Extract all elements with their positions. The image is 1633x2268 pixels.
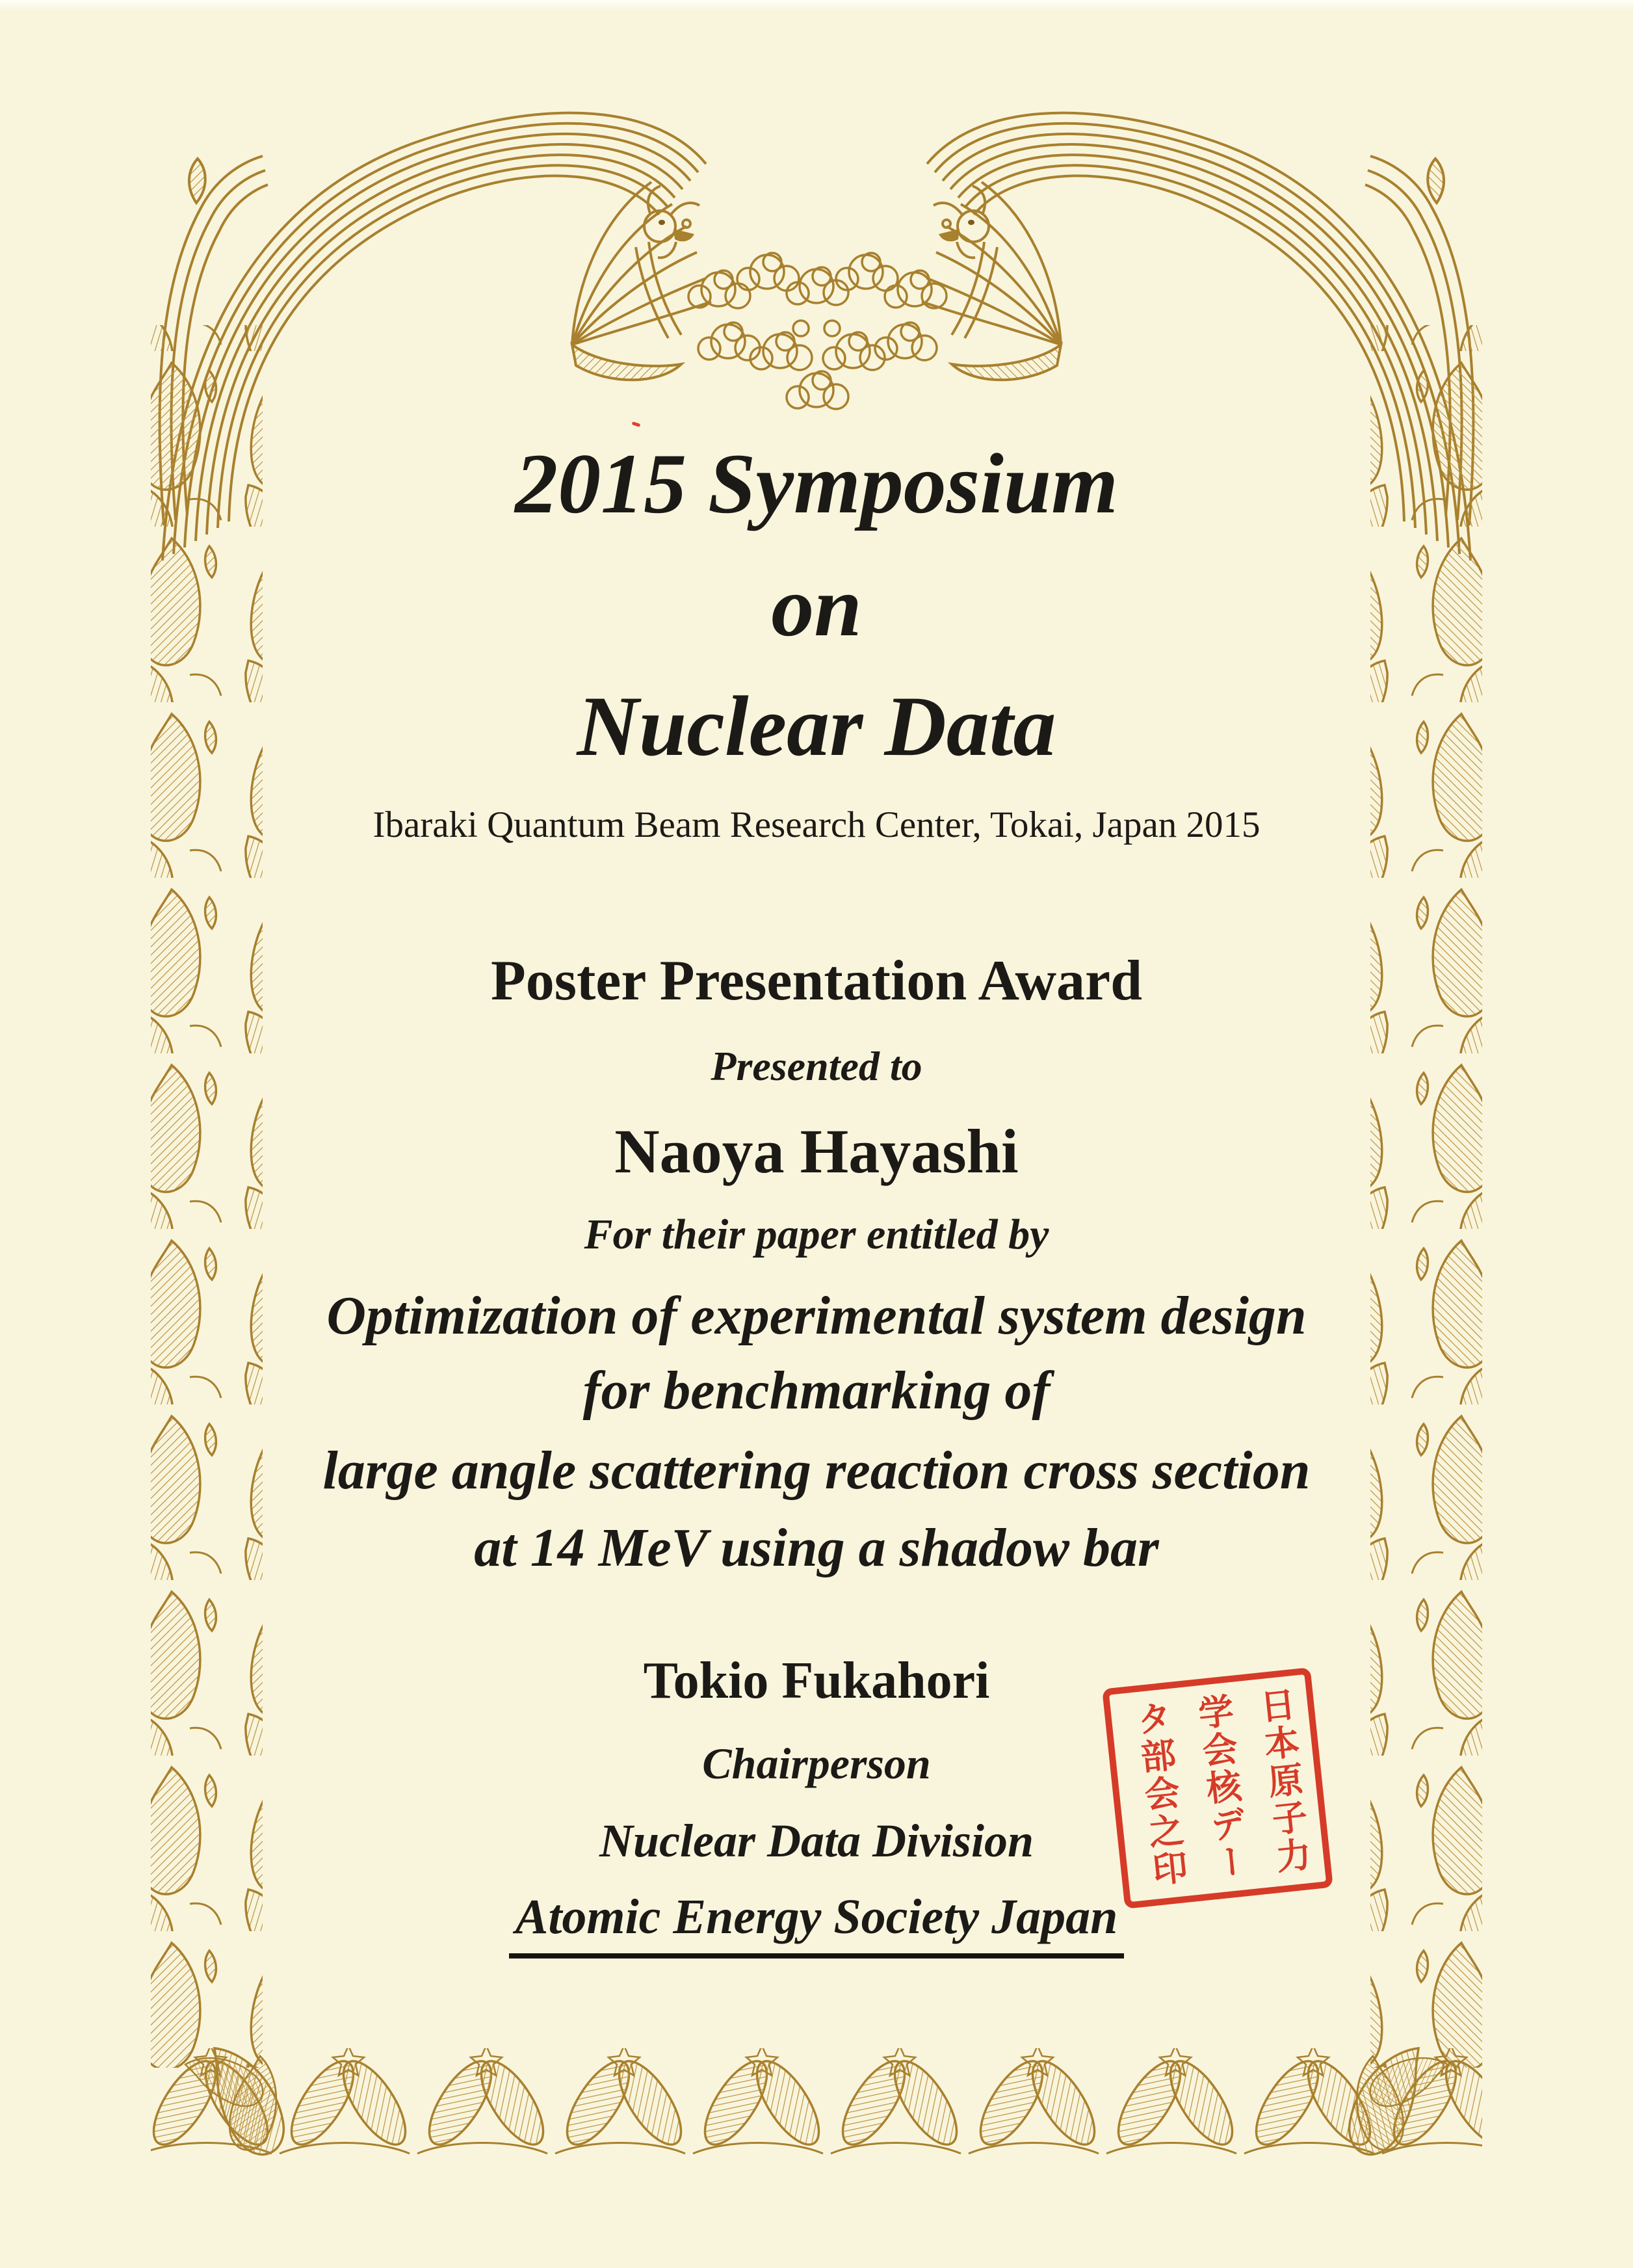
border-bottom-band bbox=[151, 2048, 1482, 2164]
signatory-organization-text: Atomic Energy Society Japan bbox=[509, 1890, 1125, 1958]
seal-column-left: タ部会之印 bbox=[1130, 1698, 1189, 1890]
seal-column-right: 日本原子力 bbox=[1253, 1685, 1313, 1877]
venue-line: Ibaraki Quantum Beam Research Center, Tokai, Japan 2015 bbox=[372, 804, 1261, 845]
signatory-organization bbox=[0, 1892, 1633, 1942]
award-seal bbox=[1102, 1667, 1333, 1909]
signatory-role: Chairperson bbox=[702, 1739, 931, 1788]
recipient-name: Naoya Hayashi bbox=[614, 1116, 1019, 1186]
signatory-division: Nuclear Data Division bbox=[599, 1815, 1034, 1867]
award-title: Poster Presentation Award bbox=[490, 949, 1143, 1012]
paper-title-line-3: large angle scattering reaction cross section bbox=[322, 1440, 1311, 1501]
symposium-title-line-3: Nuclear Data bbox=[577, 678, 1056, 774]
citation-label: For their paper entitled by bbox=[584, 1211, 1049, 1258]
signatory-name: Tokio Fukahori bbox=[643, 1652, 990, 1709]
scan-edge-highlight bbox=[0, 0, 1633, 10]
border-cloud-band bbox=[688, 253, 947, 409]
seal-column-middle: 学会核デー bbox=[1192, 1692, 1251, 1884]
paper-title-line-4: at 14 MeV using a shadow bar bbox=[474, 1518, 1159, 1578]
paper-title-line-2: for benchmarking of bbox=[582, 1360, 1051, 1421]
symposium-title-line-1: 2015 Symposium bbox=[515, 436, 1118, 531]
presented-to-label: Presented to bbox=[711, 1043, 922, 1089]
symposium-title-line-2: on bbox=[771, 559, 862, 654]
paper-title-line-1: Optimization of experimental system design bbox=[326, 1286, 1307, 1346]
